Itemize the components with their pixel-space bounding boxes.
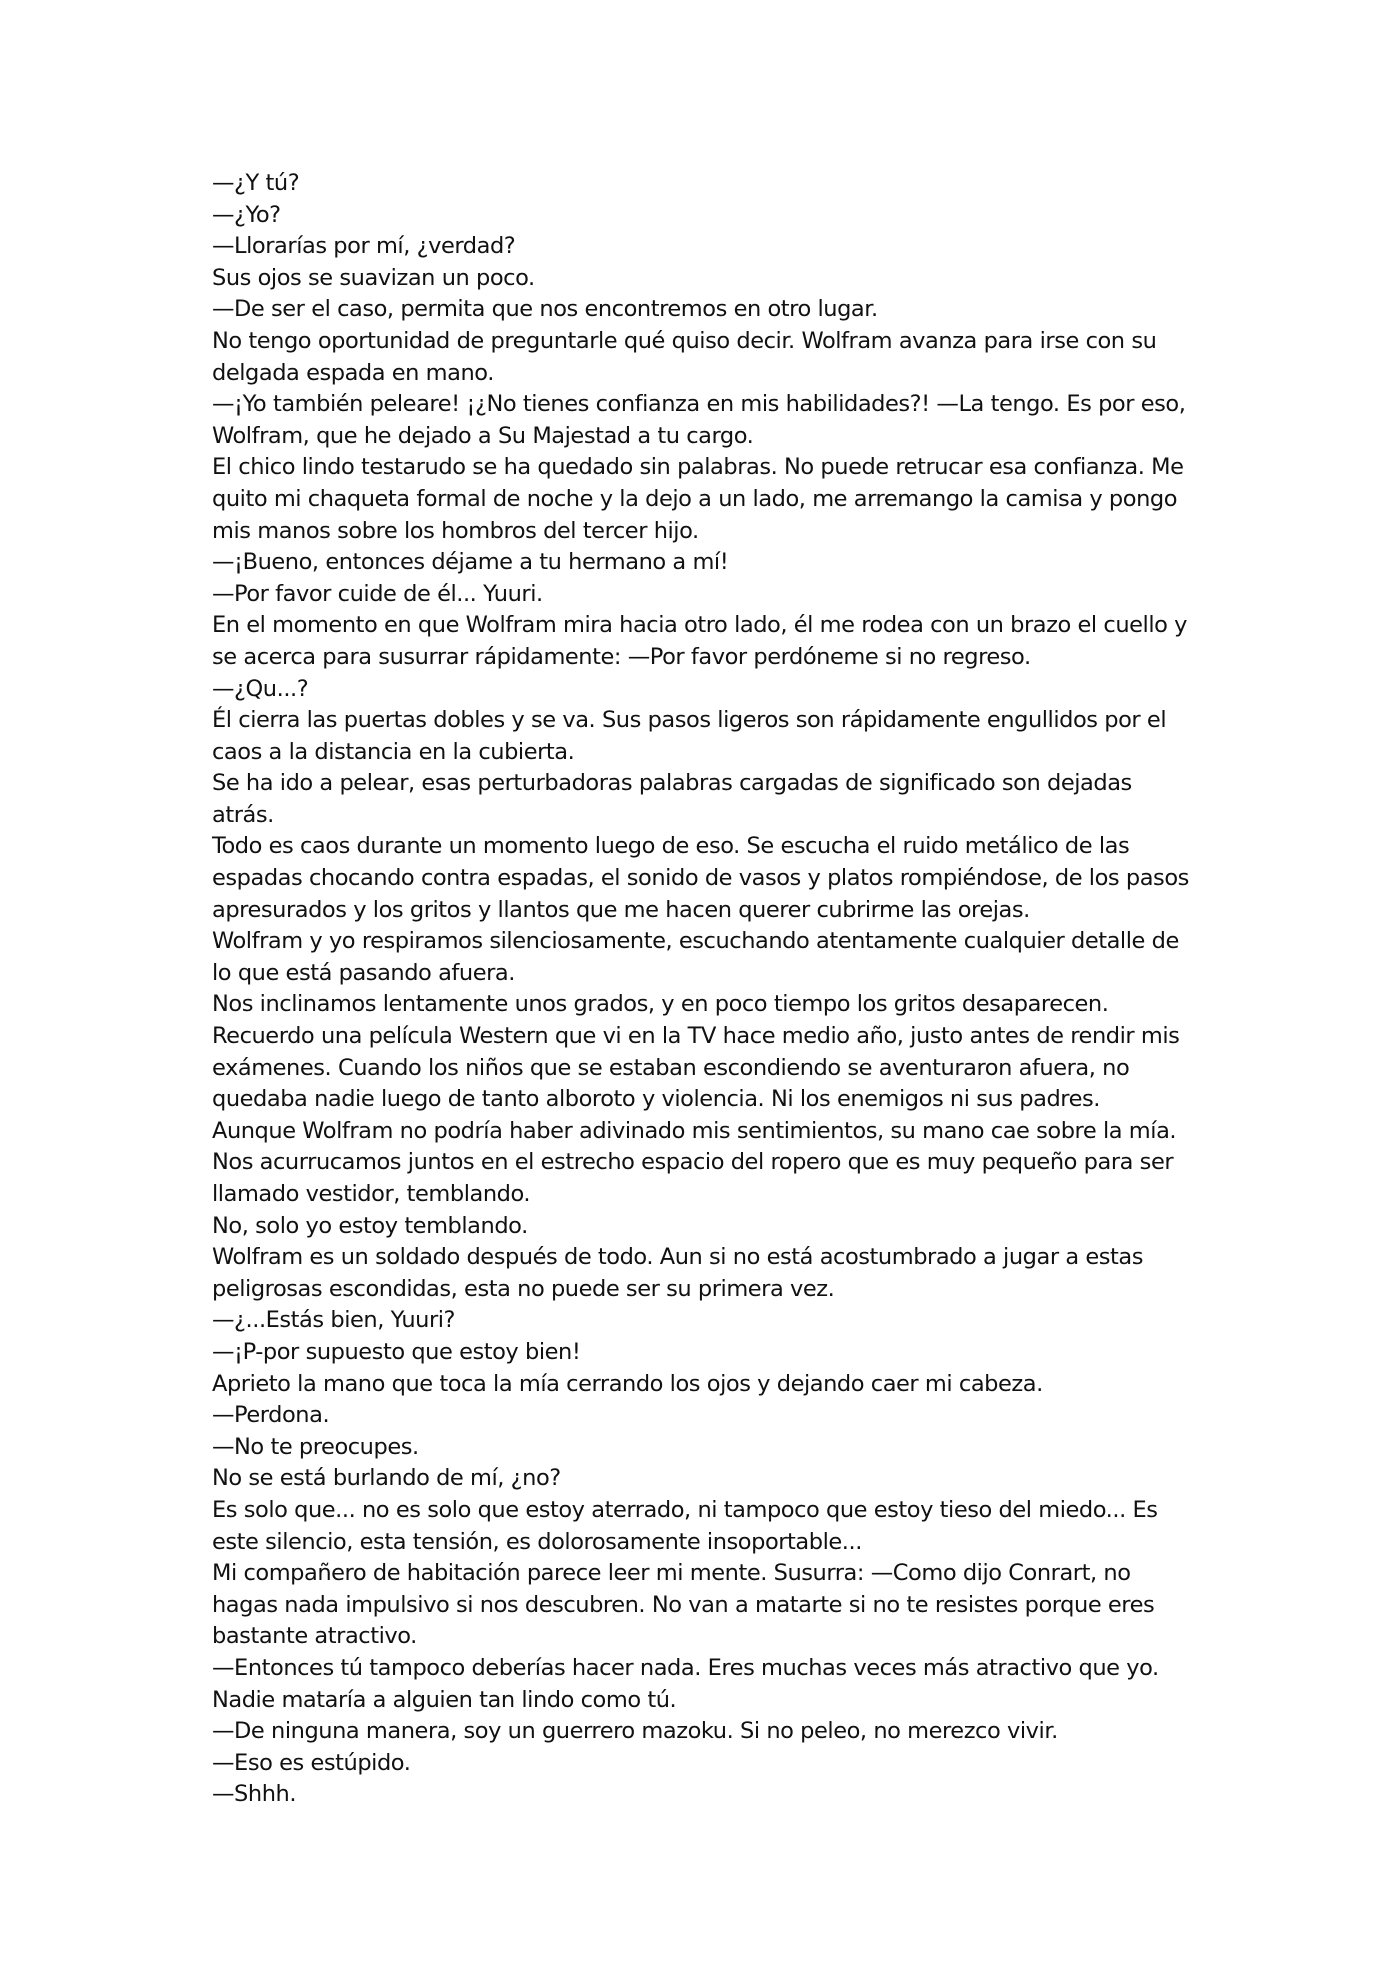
- paragraph: Es solo que... no es solo que estoy aterrado, ni tampoco que estoy tieso del miedo... Es este silencio, esta tensión, es dolorosamente insoportable...: [212, 1496, 1158, 1555]
- paragraph: Wolfram es un soldado después de todo. Aun si no está acostumbrado a jugar a estas peligrosas escondidas, esta no puede ser su primera vez.: [212, 1244, 1144, 1302]
- paragraph: No se está burlando de mí, ¿no?: [212, 1465, 561, 1492]
- paragraph: Aprieto la mano que toca la mía cerrando los ojos y dejando caer mi cabeza.: [212, 1370, 1043, 1397]
- paragraph: —¡P-por supuesto que estoy bien!: [212, 1338, 581, 1365]
- paragraph: Recuerdo una película Western que vi en la TV hace medio año, justo antes de rendir mis exámenes. Cuando los niños que se estaban escondiendo se aventuraron afuera, no quedaba nadie luego de tanto alboroto y violencia. Ni los enemigos ni sus padres.: [212, 1023, 1180, 1113]
- paragraph: —¿Y tú?: [212, 170, 300, 196]
- paragraph: —Llorarías por mí, ¿verdad?: [212, 233, 516, 260]
- paragraph: No, solo yo estoy temblando.: [212, 1212, 528, 1239]
- paragraph: Nos inclinamos lentamente unos grados, y en poco tiempo los gritos desaparecen.: [212, 991, 1109, 1018]
- paragraph: No tengo oportunidad de preguntarle qué quiso decir. Wolfram avanza para irse con su delgada espada en mano.: [212, 327, 1157, 386]
- paragraph: —¿Yo?: [212, 201, 281, 228]
- paragraph: Sus ojos se suavizan un poco.: [212, 264, 535, 291]
- paragraph: —¡Bueno, entonces déjame a tu hermano a mí!: [212, 549, 729, 576]
- paragraph: —¿...Estás bien, Yuuri?: [212, 1307, 456, 1334]
- paragraph: —De ninguna manera, soy un guerrero mazoku. Si no peleo, no merezco vivir.: [212, 1718, 1058, 1745]
- paragraph: —Entonces tú tampoco deberías hacer nada. Eres muchas veces más atractivo que yo. Nadie mataría a alguien tan lindo como tú.: [212, 1654, 1159, 1713]
- paragraph: El chico lindo testarudo se ha quedado sin palabras. No puede retrucar esa confianza. Me quito mi chaqueta formal de noche y la dejo a un lado, me arremango la camisa y pongo mis manos sobre los hombros del tercer hijo.: [212, 454, 1184, 544]
- paragraph: Se ha ido a pelear, esas perturbadoras palabras cargadas de significado son dejadas atrás.: [212, 770, 1132, 828]
- paragraph: Mi compañero de habitación parece leer mi mente. Susurra: —Como dijo Conrart, no hagas nada impulsivo si nos descubren. No van a matarte si no te resistes porque eres bastante atractivo.: [212, 1560, 1155, 1650]
- paragraph: —¡Yo también peleare! ¡¿No tienes confianza en mis habilidades?! —La tengo. Es por eso, Wolfram, que he dejado a Su Majestad a tu cargo.: [212, 391, 1186, 449]
- paragraph: —De ser el caso, permita que nos encontremos en otro lugar.: [212, 296, 878, 323]
- paragraph: —Shhh.: [212, 1781, 297, 1808]
- document-body: [212, 168, 1192, 1811]
- paragraph: Nos acurrucamos juntos en el estrecho espacio del ropero que es muy pequeño para ser llamado vestidor, temblando.: [212, 1149, 1174, 1207]
- paragraph: Wolfram y yo respiramos silenciosamente, escuchando atentamente cualquier detalle de lo que está pasando afuera.: [212, 928, 1179, 986]
- paragraph: —¿Qu...?: [212, 675, 309, 702]
- paragraph: —Perdona.: [212, 1402, 330, 1429]
- paragraph: Aunque Wolfram no podría haber adivinado mis sentimientos, su mano cae sobre la mía.: [212, 1117, 1177, 1144]
- paragraph: —Por favor cuide de él... Yuuri.: [212, 580, 543, 607]
- paragraph: Todo es caos durante un momento luego de eso. Se escucha el ruido metálico de las espadas chocando contra espadas, el sonido de vasos y platos rompiéndose, de los pasos apresurados y los gritos y llantos que me hacen querer cubrirme las orejas.: [212, 833, 1189, 923]
- paragraph: —No te preocupes.: [212, 1433, 419, 1460]
- paragraph: Él cierra las puertas dobles y se va. Sus pasos ligeros son rápidamente engullidos por el caos a la distancia en la cubierta.: [212, 707, 1167, 765]
- paragraph: En el momento en que Wolfram mira hacia otro lado, él me rodea con un brazo el cuello y se acerca para susurrar rápidamente: —Por favor perdóneme si no regreso.: [212, 612, 1188, 670]
- paragraph: —Eso es estúpido.: [212, 1749, 411, 1776]
